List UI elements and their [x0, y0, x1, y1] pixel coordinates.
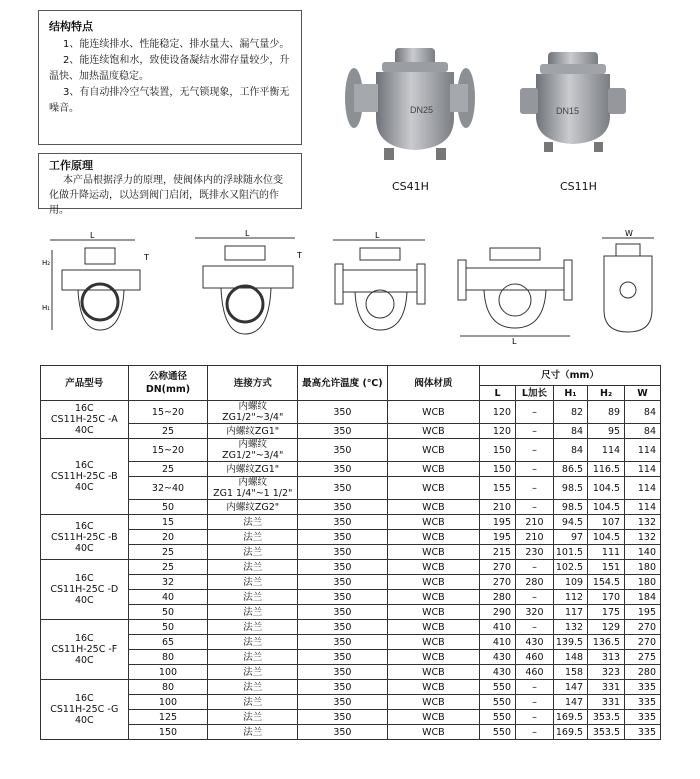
dn-cell: 100: [128, 665, 208, 680]
dn-cell: 15~20: [128, 401, 208, 424]
feature-line: 2、能连续饱和水，致使设备凝结水滞存量较少，升温快、加热温度稳定。: [49, 55, 290, 82]
dn-cell: 25: [128, 545, 208, 560]
temp-cell: 350: [298, 530, 387, 545]
W-cell: 84: [625, 401, 661, 424]
H1-cell: 147: [553, 695, 587, 710]
cs11h-caption: CS11H: [560, 180, 597, 193]
dn-cell: 32~40: [128, 477, 208, 500]
spec-group: [41, 439, 661, 515]
header-W: W: [625, 386, 661, 401]
dn-cell: 50: [128, 620, 208, 635]
W-cell: 335: [625, 680, 661, 695]
temp-cell: 350: [298, 500, 387, 515]
spec-group: [41, 401, 661, 439]
H1-cell: 169.5: [553, 725, 587, 740]
W-cell: 335: [625, 710, 661, 725]
L-ext-cell: –: [516, 500, 554, 515]
table-row: [41, 590, 661, 605]
principle-text: 本产品根据浮力的原理，使阀体内的浮球随水位变化做升降运动，以达到阀门启闭，既排水又阻汽的作用。: [49, 175, 283, 216]
dn-cell: 32: [128, 575, 208, 590]
connection-cell: 内螺纹 ZG1/2"~3/4": [208, 439, 298, 462]
temp-cell: 350: [298, 424, 387, 439]
H1-cell: 169.5: [553, 710, 587, 725]
W-cell: 114: [625, 500, 661, 515]
table-row: [41, 515, 661, 530]
connection-cell: 内螺纹 ZG1 1/4"~1 1/2": [208, 477, 298, 500]
W-cell: 180: [625, 575, 661, 590]
connection-cell: 内螺纹ZG1": [208, 424, 298, 439]
connection-cell: 法兰: [208, 650, 298, 665]
temp-cell: 350: [298, 401, 387, 424]
H1-cell: 109: [553, 575, 587, 590]
features-box: [38, 10, 302, 145]
L-ext-cell: 430: [516, 635, 554, 650]
W-cell: 114: [625, 462, 661, 477]
L-cell: 280: [480, 590, 516, 605]
H1-cell: 94.5: [553, 515, 587, 530]
H2-cell: 170: [588, 590, 625, 605]
principle-box: [38, 153, 302, 216]
technical-drawings: [40, 230, 670, 345]
header-size: 尺寸（mm）: [480, 366, 661, 386]
model-cell: 16C CS11H-25C -D 40C: [41, 560, 129, 620]
table-row: [41, 710, 661, 725]
material-cell: WCB: [387, 680, 479, 695]
features-title: 结构特点: [49, 20, 93, 33]
H2-cell: 107: [588, 515, 625, 530]
H1-cell: 82: [553, 401, 587, 424]
H1-cell: 84: [553, 439, 587, 462]
L-cell: 410: [480, 635, 516, 650]
connection-cell: 法兰: [208, 680, 298, 695]
dn-cell: 125: [128, 710, 208, 725]
material-cell: WCB: [387, 500, 479, 515]
W-cell: 140: [625, 545, 661, 560]
connection-cell: 法兰: [208, 605, 298, 620]
temp-cell: 350: [298, 710, 387, 725]
cs41h-photo: [340, 18, 480, 168]
L-cell: 215: [480, 545, 516, 560]
dn-cell: 15~20: [128, 439, 208, 462]
H1-cell: 84: [553, 424, 587, 439]
connection-cell: 内螺纹ZG2": [208, 500, 298, 515]
L-cell: 430: [480, 665, 516, 680]
drawing-flanged-f: [450, 230, 580, 345]
L-ext-cell: 320: [516, 605, 554, 620]
H2-cell: 104.5: [588, 530, 625, 545]
L-cell: 150: [480, 462, 516, 477]
dn-cell: 15: [128, 515, 208, 530]
material-cell: WCB: [387, 439, 479, 462]
W-cell: 270: [625, 620, 661, 635]
table-row: [41, 545, 661, 560]
model-cell: 16C CS11H-25C -F 40C: [41, 620, 129, 680]
L-cell: 550: [480, 710, 516, 725]
L-ext-cell: –: [516, 439, 554, 462]
L-cell: 210: [480, 500, 516, 515]
H2-cell: 151: [588, 560, 625, 575]
W-cell: 180: [625, 560, 661, 575]
W-cell: 275: [625, 650, 661, 665]
W-cell: 280: [625, 665, 661, 680]
W-cell: 195: [625, 605, 661, 620]
label-T: T: [144, 253, 149, 262]
table-row: [41, 695, 661, 710]
temp-cell: 350: [298, 560, 387, 575]
L-cell: 270: [480, 575, 516, 590]
table-row: [41, 530, 661, 545]
W-cell: 335: [625, 725, 661, 740]
H2-cell: 89: [588, 401, 625, 424]
connection-cell: 内螺纹 ZG1/2"~3/4": [208, 401, 298, 424]
table-row: [41, 680, 661, 695]
H2-cell: 104.5: [588, 500, 625, 515]
label-H2: H₂: [42, 259, 51, 267]
model-cell: 16C CS11H-25C -B 40C: [41, 439, 129, 515]
connection-cell: 法兰: [208, 725, 298, 740]
table-row: [41, 650, 661, 665]
L-ext-cell: –: [516, 680, 554, 695]
material-cell: WCB: [387, 695, 479, 710]
H2-cell: 175: [588, 605, 625, 620]
connection-cell: 内螺纹ZG1": [208, 462, 298, 477]
temp-cell: 350: [298, 462, 387, 477]
model-cell: 16C CS11H-25C -G 40C: [41, 680, 129, 740]
temp-cell: 350: [298, 635, 387, 650]
H2-cell: 116.5: [588, 462, 625, 477]
drawing-flanged-d: [325, 230, 435, 345]
model-cell: 16C CS11H-25C -A 40C: [41, 401, 129, 439]
dn-cell: 150: [128, 725, 208, 740]
H1-cell: 98.5: [553, 477, 587, 500]
material-cell: WCB: [387, 575, 479, 590]
material-cell: WCB: [387, 424, 479, 439]
L-cell: 120: [480, 401, 516, 424]
table-row: [41, 439, 661, 462]
table-row: [41, 401, 661, 424]
H2-cell: 154.5: [588, 575, 625, 590]
L-ext-cell: 460: [516, 650, 554, 665]
W-cell: 184: [625, 590, 661, 605]
material-cell: WCB: [387, 665, 479, 680]
H2-cell: 313: [588, 650, 625, 665]
header-L: L: [480, 386, 516, 401]
H2-cell: 114: [588, 439, 625, 462]
svg-text:DN25: DN25: [410, 105, 434, 115]
feature-line: 3、有自动排冷空气装置，无气锁现象，工作平衡无噪音。: [49, 87, 290, 114]
H1-cell: 147: [553, 680, 587, 695]
table-row: [41, 477, 661, 500]
dn-cell: 50: [128, 605, 208, 620]
L-cell: 270: [480, 560, 516, 575]
connection-cell: 法兰: [208, 530, 298, 545]
dn-cell: 100: [128, 695, 208, 710]
dn-cell: 80: [128, 650, 208, 665]
connection-cell: 法兰: [208, 695, 298, 710]
material-cell: WCB: [387, 620, 479, 635]
H1-cell: 98.5: [553, 500, 587, 515]
H1-cell: 101.5: [553, 545, 587, 560]
connection-cell: 法兰: [208, 665, 298, 680]
L-cell: 155: [480, 477, 516, 500]
drawing-threaded-b: [185, 230, 315, 345]
table-row: [41, 500, 661, 515]
connection-cell: 法兰: [208, 560, 298, 575]
L-ext-cell: –: [516, 401, 554, 424]
label-L: L: [375, 231, 380, 240]
material-cell: WCB: [387, 462, 479, 477]
connection-cell: 法兰: [208, 635, 298, 650]
table-row: [41, 575, 661, 590]
W-cell: 270: [625, 635, 661, 650]
temp-cell: 350: [298, 545, 387, 560]
H1-cell: 97: [553, 530, 587, 545]
L-cell: 410: [480, 620, 516, 635]
header-connection: 连接方式: [208, 366, 298, 401]
temp-cell: 350: [298, 605, 387, 620]
connection-cell: 法兰: [208, 515, 298, 530]
L-ext-cell: –: [516, 710, 554, 725]
dn-cell: 40: [128, 590, 208, 605]
H1-cell: 148: [553, 650, 587, 665]
temp-cell: 350: [298, 620, 387, 635]
H2-cell: 331: [588, 680, 625, 695]
material-cell: WCB: [387, 477, 479, 500]
L-ext-cell: –: [516, 725, 554, 740]
dn-cell: 25: [128, 560, 208, 575]
L-cell: 550: [480, 725, 516, 740]
material-cell: WCB: [387, 515, 479, 530]
table-row: [41, 635, 661, 650]
L-cell: 195: [480, 515, 516, 530]
material-cell: WCB: [387, 650, 479, 665]
L-ext-cell: –: [516, 424, 554, 439]
L-ext-cell: –: [516, 695, 554, 710]
H1-cell: 139.5: [553, 635, 587, 650]
table-row: [41, 605, 661, 620]
temp-cell: 350: [298, 590, 387, 605]
H1-cell: 117: [553, 605, 587, 620]
temp-cell: 350: [298, 725, 387, 740]
W-cell: 132: [625, 530, 661, 545]
dn-cell: 65: [128, 635, 208, 650]
table-row: [41, 560, 661, 575]
connection-cell: 法兰: [208, 575, 298, 590]
label-T: T: [297, 251, 302, 260]
temp-cell: 350: [298, 665, 387, 680]
L-ext-cell: 460: [516, 665, 554, 680]
L-ext-cell: –: [516, 560, 554, 575]
drawing-side-view: [588, 230, 668, 345]
dn-cell: 80: [128, 680, 208, 695]
material-cell: WCB: [387, 725, 479, 740]
L-cell: 120: [480, 424, 516, 439]
label-W: W: [625, 230, 633, 238]
spec-group: [41, 620, 661, 680]
table-row: [41, 620, 661, 635]
connection-cell: 法兰: [208, 710, 298, 725]
header-model: 产品型号: [41, 366, 129, 401]
H2-cell: 104.5: [588, 477, 625, 500]
H2-cell: 136.5: [588, 635, 625, 650]
connection-cell: 法兰: [208, 620, 298, 635]
material-cell: WCB: [387, 710, 479, 725]
L-cell: 550: [480, 695, 516, 710]
header-H2: H₂: [588, 386, 625, 401]
label-L: L: [90, 231, 95, 240]
label-L: L: [512, 337, 517, 345]
L-cell: 430: [480, 650, 516, 665]
spec-table: [40, 365, 661, 740]
header-temp: 最高允许温度 (℃): [298, 366, 387, 401]
spec-group: [41, 560, 661, 620]
dn-cell: 20: [128, 530, 208, 545]
H1-cell: 102.5: [553, 560, 587, 575]
feature-line: 1、能连续排水、性能稳定、排水量大、漏气量少。: [63, 39, 290, 50]
spec-group: [41, 680, 661, 740]
H2-cell: 353.5: [588, 710, 625, 725]
spec-group: [41, 515, 661, 560]
temp-cell: 350: [298, 575, 387, 590]
header-dn: 公称通径 DN(mm): [128, 366, 208, 401]
L-ext-cell: 210: [516, 515, 554, 530]
temp-cell: 350: [298, 439, 387, 462]
L-ext-cell: –: [516, 620, 554, 635]
dn-cell: 50: [128, 500, 208, 515]
L-cell: 290: [480, 605, 516, 620]
material-cell: WCB: [387, 590, 479, 605]
temp-cell: 350: [298, 515, 387, 530]
model-cell: 16C CS11H-25C -B 40C: [41, 515, 129, 560]
label-L: L: [245, 230, 250, 238]
header-L-ext: L加长: [516, 386, 554, 401]
L-ext-cell: 280: [516, 575, 554, 590]
dn-cell: 25: [128, 424, 208, 439]
label-H1: H₁: [42, 304, 51, 312]
connection-cell: 法兰: [208, 590, 298, 605]
material-cell: WCB: [387, 545, 479, 560]
header-H1: H₁: [553, 386, 587, 401]
material-cell: WCB: [387, 401, 479, 424]
H2-cell: 111: [588, 545, 625, 560]
temp-cell: 350: [298, 477, 387, 500]
L-ext-cell: –: [516, 477, 554, 500]
W-cell: 84: [625, 424, 661, 439]
connection-cell: 法兰: [208, 545, 298, 560]
L-ext-cell: –: [516, 462, 554, 477]
material-cell: WCB: [387, 530, 479, 545]
H1-cell: 132: [553, 620, 587, 635]
L-ext-cell: –: [516, 590, 554, 605]
dn-cell: 25: [128, 462, 208, 477]
L-ext-cell: 210: [516, 530, 554, 545]
W-cell: 114: [625, 477, 661, 500]
H2-cell: 353.5: [588, 725, 625, 740]
table-row: [41, 665, 661, 680]
L-cell: 550: [480, 680, 516, 695]
W-cell: 132: [625, 515, 661, 530]
cs11h-photo: [518, 18, 628, 158]
temp-cell: 350: [298, 650, 387, 665]
svg-text:DN15: DN15: [556, 106, 580, 116]
table-row: [41, 424, 661, 439]
temp-cell: 350: [298, 680, 387, 695]
L-ext-cell: 230: [516, 545, 554, 560]
L-cell: 195: [480, 530, 516, 545]
H2-cell: 129: [588, 620, 625, 635]
H1-cell: 158: [553, 665, 587, 680]
drawing-threaded-a: [40, 230, 170, 345]
W-cell: 114: [625, 439, 661, 462]
table-row: [41, 725, 661, 740]
table-row: [41, 462, 661, 477]
principle-title: 工作原理: [49, 159, 93, 172]
material-cell: WCB: [387, 605, 479, 620]
H1-cell: 112: [553, 590, 587, 605]
L-cell: 150: [480, 439, 516, 462]
material-cell: WCB: [387, 635, 479, 650]
H1-cell: 86.5: [553, 462, 587, 477]
temp-cell: 350: [298, 695, 387, 710]
W-cell: 335: [625, 695, 661, 710]
H2-cell: 95: [588, 424, 625, 439]
H2-cell: 323: [588, 665, 625, 680]
H2-cell: 331: [588, 695, 625, 710]
header-material: 阀体材质: [387, 366, 479, 401]
cs41h-caption: CS41H: [392, 180, 429, 193]
material-cell: WCB: [387, 560, 479, 575]
